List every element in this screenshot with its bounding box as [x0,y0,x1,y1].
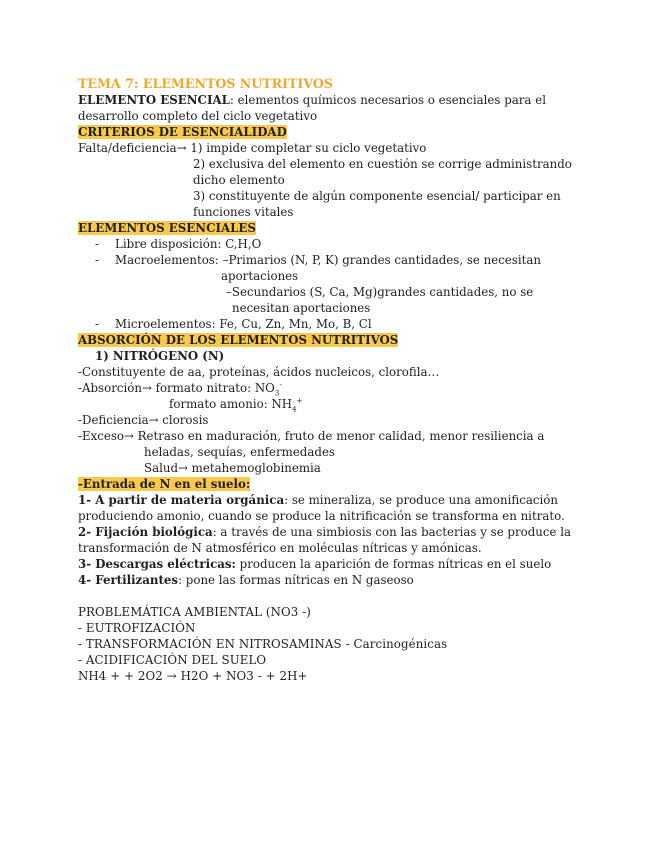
environmental-item-3: - ACIDIFICACIÓN DEL SUELO [78,653,267,667]
nitrogen-deficiency: -Deficiencia→ clorosis [78,413,209,427]
soil-entry-1-cont: produciendo amonio, cuando se produce la nitrificación se transforma en nitrato. [78,509,565,523]
environmental-heading: PROBLEMÁTICA AMBIENTAL (NO3 -) [78,605,312,619]
arrow-icon: → [148,413,159,427]
list-item-macro-cont: aportaciones [221,269,299,283]
absorption-heading: ABSORCIÓN DE LOS ELEMENTOS NUTRITIVOS [78,333,399,347]
nitrogen-excess-cont: heladas, sequías, enfermedades [144,445,335,459]
criteria-heading: CRITERIOS DE ESENCIALIDAD [78,125,287,139]
criteria-3-cont: funciones vitales [193,205,294,219]
document-page [78,76,598,684]
nitrogen-excess: -Exceso→ Retraso en maduración, fruto de menor calidad, menor resiliencia a [78,429,545,443]
criteria-2-cont: dicho elemento [193,173,285,187]
criteria-3: 3) constituyente de algún componente esencial/ participar en [193,189,561,203]
arrow-icon: → [124,429,134,443]
arrow-icon: → [141,381,152,395]
environmental-item-1: - EUTROFIZACIÓN [78,621,196,635]
criteria-2: 2) exclusiva del elemento en cuestión se corrige administrando [193,157,572,171]
environmental-item-2: - TRANSFORMACIÓN EN NITROSAMINAS - Carcinogénicas [78,637,448,651]
essential-element-definition-cont: desarrollo completo del ciclo vegetativo [78,109,318,123]
arrow-icon: → [176,141,187,155]
essential-elements-heading: ELEMENTOS ESENCIALES [78,221,256,235]
nitrogen-health: Salud→ metahemoglobinemia [144,461,321,475]
document-title: TEMA 7: ELEMENTOS NUTRITIVOS [78,76,333,91]
chemical-equation: NH4 + + 2O2 → H2O + NO3 - + 2H+ [78,669,308,683]
soil-entry-heading: -Entrada de N en el suelo: [78,477,251,491]
soil-entry-1: 1- A partir de materia orgánica: se mineraliza, se produce una amonificación [78,493,558,507]
arrow-icon: → [178,461,188,475]
soil-entry-3: 3- Descargas eléctricas: producen la aparición de formas nítricas en el suelo [78,557,552,571]
list-item-secundarios: –Secundarios (S, Ca, Mg)grandes cantidades, no se [226,285,534,299]
nitrogen-absorption-ammonium: formato amonio: $NH_4^+$ [169,397,303,414]
list-item-macro: - Macroelementos: –Primarios (N, P, K) grandes cantidades, se necesitan [95,253,541,267]
nitrogen-title: 1) NITRÓGENO (N) [95,349,225,363]
soil-entry-2: 2- Fijación biológica: a través de una simbiosis con las bacterias y se produce la [78,525,572,539]
nitrogen-absorption: -Absorción→ formato nitrato: $NO_3^-$ [78,381,282,398]
arrow-icon: → [166,669,177,683]
soil-entry-4: 4- Fertilizantes: pone las formas nítricas en N gaseoso [78,573,414,587]
nitrogen-constituent: -Constituyente de aa, proteínas, ácidos nucleicos, clorofila… [78,365,440,379]
criteria-1: Falta/deficiencia→ 1) impide completar su ciclo vegetativo [78,141,427,155]
essential-element-label: ELEMENTO ESENCIAL [78,93,230,107]
list-item-secundarios-cont: necesitan aportaciones [232,301,371,315]
soil-entry-2-cont: transformación de N atmosférico en moléculas nítricas y amónicas. [78,541,482,555]
essential-element-definition: ELEMENTO ESENCIAL: elementos químicos necesarios o esenciales para el [78,93,546,107]
list-item-libre: - Libre disposición: C,H,O [95,237,262,251]
list-item-micro: - Microelementos: Fe, Cu, Zn, Mn, Mo, B, Cl [95,317,372,331]
